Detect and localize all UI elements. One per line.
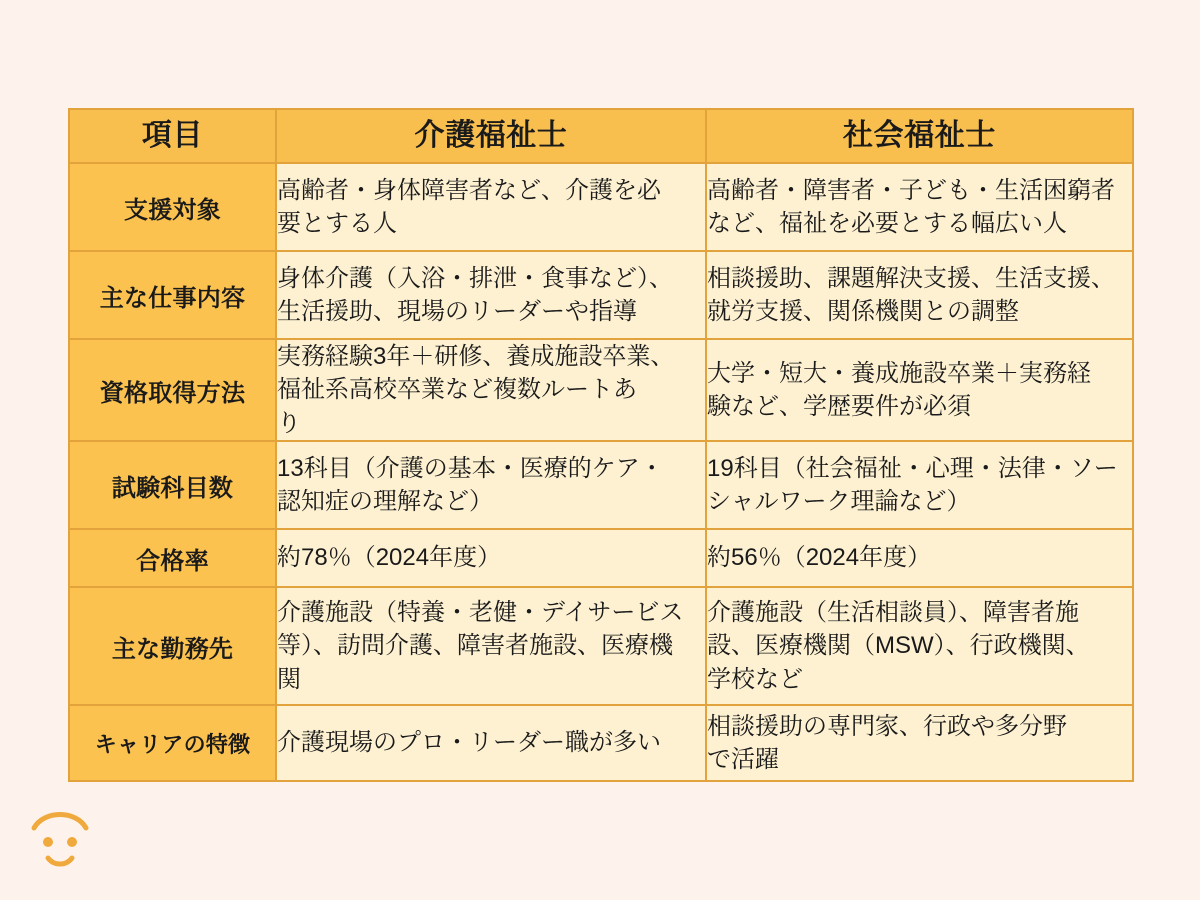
cell-line: 生活援助、現場のリーダーや指導 <box>277 298 637 325</box>
row-label-support-target: 支援対象 <box>69 163 276 251</box>
table-header-row <box>69 109 1133 163</box>
cell-kaigo-support-target <box>276 163 706 251</box>
cell-line: 大学・短大・養成施設卒業＋実務経 <box>707 359 1091 387</box>
cell-kaigo-pass-rate <box>276 529 706 587</box>
row-label-workplaces: 主な勤務先 <box>69 587 276 705</box>
table-row <box>69 441 1133 529</box>
cell-line: 福祉系高校卒業など複数ルートあ <box>277 376 637 404</box>
cell-shakai-workplaces <box>706 587 1133 705</box>
cell-line: など、福祉を必要とする幅広い人 <box>707 210 1067 237</box>
row-label-main-duties: 主な仕事内容 <box>69 251 276 339</box>
cell-line: 13科目（介護の基本・医療的ケア・ <box>277 454 664 482</box>
cell-line: で活躍 <box>707 746 779 773</box>
cell-line: 要とする人 <box>277 210 397 237</box>
header-shakai: 社会福祉士 <box>706 109 1133 163</box>
cell-line: 関 <box>277 665 301 693</box>
cell-kaigo-career-traits <box>276 705 706 781</box>
cell-line: 約56％（2024年度） <box>707 544 932 572</box>
header-item: 項目 <box>69 109 276 163</box>
cell-line: 相談援助の専門家、行政や多分野 <box>707 712 1067 740</box>
cell-shakai-main-duties <box>706 251 1133 339</box>
table-row <box>69 163 1133 251</box>
cell-line: 就労支援、関係機関との調整 <box>707 298 1019 325</box>
table-row <box>69 705 1133 781</box>
cell-line: 学校など <box>707 665 803 693</box>
cell-shakai-qualification-route <box>706 339 1133 441</box>
table-body <box>69 163 1133 781</box>
cell-line: 約78％（2024年度） <box>277 544 502 572</box>
cell-kaigo-workplaces <box>276 587 706 705</box>
cell-kaigo-exam-subjects <box>276 441 706 529</box>
cell-line: 高齢者・身体障害者など、介護を必 <box>277 176 661 204</box>
cell-line: 相談援助、課題解決支援、生活支援、 <box>707 264 1115 292</box>
cell-line: 等）、訪問介護、障害者施設、医療機 <box>277 632 673 660</box>
cell-kaigo-qualification-route <box>276 339 706 441</box>
comparison-table <box>68 108 1134 782</box>
header-kaigo: 介護福祉士 <box>276 109 706 163</box>
cell-shakai-pass-rate <box>706 529 1133 587</box>
cell-shakai-support-target <box>706 163 1133 251</box>
cell-line: 設、医療機関（MSW）、行政機関、 <box>707 632 1090 660</box>
table-header <box>69 109 1133 163</box>
face-logo-mark-icon <box>22 802 98 874</box>
cell-kaigo-main-duties <box>276 251 706 339</box>
table-row <box>69 251 1133 339</box>
cell-line: 認知症の理解など） <box>277 488 493 515</box>
row-label-career-traits: キャリアの特徴 <box>69 705 276 781</box>
cell-line: 19科目（社会福祉・心理・法律・ソー <box>707 454 1118 482</box>
row-label-exam-subjects: 試験科目数 <box>69 441 276 529</box>
cell-line: 高齢者・障害者・子ども・生活困窮者 <box>707 176 1115 204</box>
cell-line: り <box>277 409 301 437</box>
cell-line: 験など、学歴要件が必須 <box>707 393 971 420</box>
table-row <box>69 529 1133 587</box>
comparison-table-container <box>68 108 1132 782</box>
cell-shakai-exam-subjects <box>706 441 1133 529</box>
cell-line: 実務経験3年＋研修、養成施設卒業、 <box>277 343 675 371</box>
row-label-qualification-route: 資格取得方法 <box>69 339 276 441</box>
cell-line: シャルワーク理論など） <box>707 488 971 515</box>
cell-line: 介護現場のプロ・リーダー職が多い <box>277 729 661 757</box>
cell-line: 介護施設（特養・老健・デイサービス <box>277 599 684 627</box>
cell-line: 介護施設（生活相談員）、障害者施 <box>707 599 1079 627</box>
table-row <box>69 587 1133 705</box>
cell-shakai-career-traits <box>706 705 1133 781</box>
cell-line: 身体介護（入浴・排泄・食事など）、 <box>277 264 673 292</box>
table-row <box>69 339 1133 441</box>
row-label-pass-rate: 合格率 <box>69 529 276 587</box>
